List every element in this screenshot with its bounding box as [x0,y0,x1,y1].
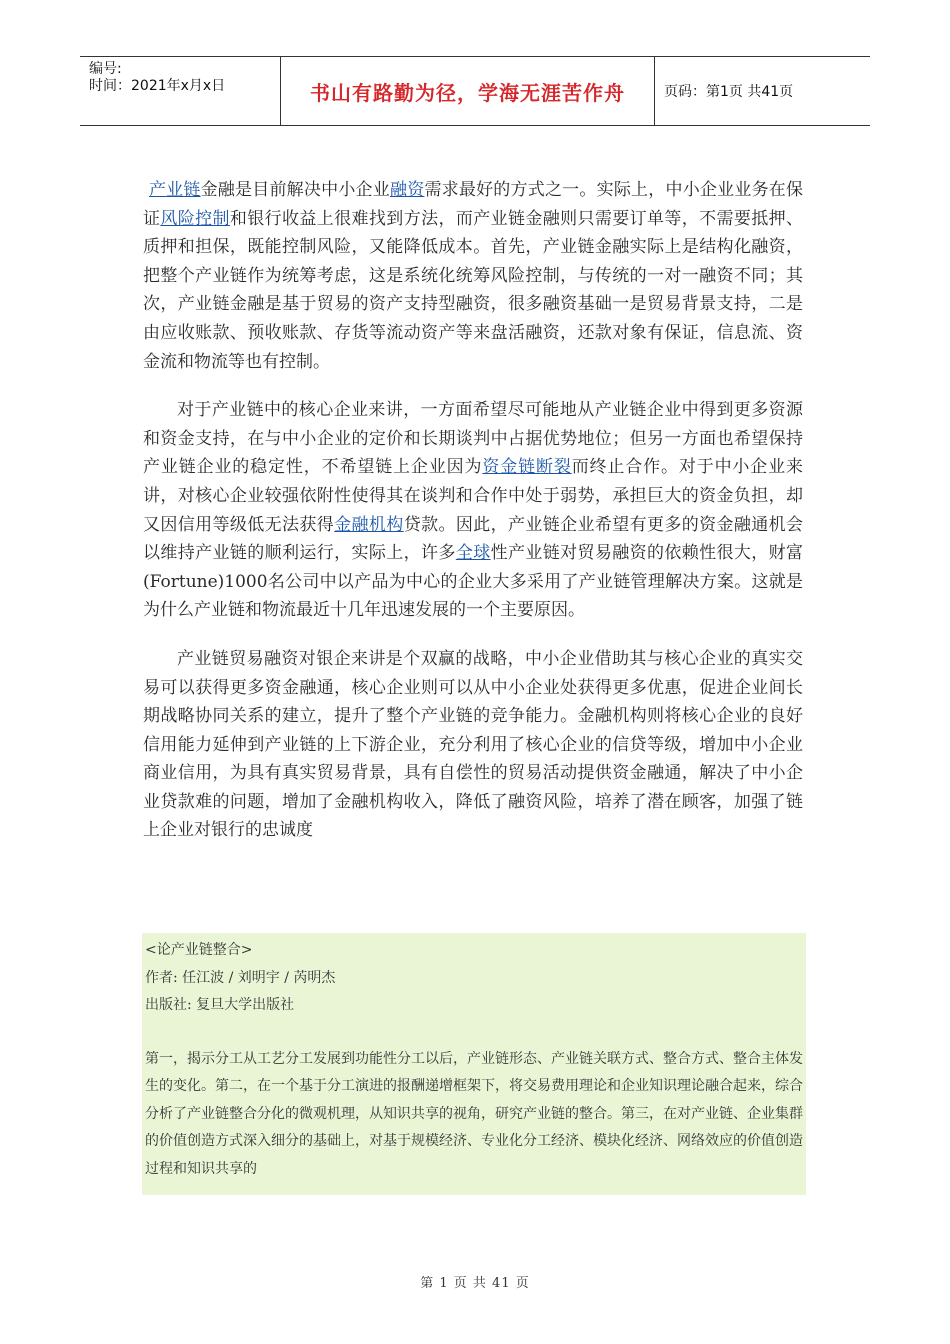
header-page-number: 页码：第1页 共41页 [664,84,794,100]
paragraph-1 [143,176,803,376]
book-info-box [142,933,806,1195]
paragraph-2-text-d: 性产业链对贸易融资的依赖性很大，财富(Fortune)1000名公司中以产品为中心的企业大多采用了产业链管理解决方案。这就是为什么产业链和物流最近十几年迅速发展的一个主要原因。 [143,543,804,621]
paragraph-1-text-c: 和银行收益上很难找到方法，而产业链金融则只需要订单等，不需要抵押、质押和担保，既能控制风险，又能降低成本。首先，产业链金融实际上是结构化融资，把整个产业链作为统筹考虑，这是系统化统筹风险控制，与传统的一对一融资不同；其次，产业链金融是基于贸易的资产支持型融资，很多融资基础一是贸易背景支持，二是由应收账款、预收账款、存货等流动资产等来盘活融资，还款对象有保证，信息流、资金流和物流等也有控制。 [143,208,804,372]
book-authors: 作者: 任江波 / 刘明宇 / 芮明杰 [145,969,336,986]
document-number-label: 编号: [89,61,122,77]
book-publisher: 出版社: 复旦大学出版社 [145,997,295,1013]
header-motto: 书山有路勤为径，学海无涯苦作舟 [281,57,655,125]
page-footer: 第 1 页 共 41 页 [420,1276,530,1291]
link-financing[interactable]: 融资 [390,180,425,200]
paragraph-3: 产业链贸易融资对银企来讲是个双赢的战略，中小企业借助其与核心企业的真实交易可以获得更多资金融通，核心企业则可以从中小企业处获得更多优惠，促进企业间长期战略协同关系的建立，提升了整个产业链的竞争能力。金融机构则将核心企业的良好信用能力延伸到产业链的上下游企业，充分利用了核心企业的信贷等级，增加中小企业商业信用，为具有真实贸易背景，具有自偿性的贸易活动提供资金融通，解决了中小企业贷款难的问题，增加了金融机构收入，降低了融资风险，培养了潜在顾客，加强了链上企业对银行的忠诚度 [143,648,803,841]
paragraph-1-text-a: 金融是目前解决中小企业 [200,180,390,200]
link-capital-chain-break[interactable]: 资金链断裂 [482,457,572,478]
paragraph-1-text-b: 需求最好的方式之一。实际上，中小企业业务在保证 [143,180,804,229]
header-meta [80,57,281,125]
link-financial-institution[interactable]: 金融机构 [334,514,404,535]
link-risk-control[interactable]: 风险控制 [160,208,230,229]
book-title: <论产业链整合> [145,942,253,958]
article-body [143,176,803,865]
paragraph-2-text-c: 贷款。因此，产业链企业希望有更多的资金融通机会以维持产业链的顺利运行，实际上，许多 [143,514,804,564]
document-time-label: 时间：2021年x月x日 [89,78,226,94]
paragraph-2-text-a: 对于产业链中的核心企业来讲，一方面希望尽可能地从产业链企业中得到更多资源和资金支持，在与中小企业的定价和长期谈判中占据优势地位；但另一方面也希望保持产业链企业的稳定性，不希望链上企业因为 [143,400,803,478]
page-header [80,56,870,126]
paragraph-2 [143,396,803,625]
book-summary: 第一，揭示分工从工艺分工发展到功能性分工以后，产业链形态、产业链关联方式、整合方式、整合主体发生的变化。第二，在一个基于分工演进的报酬递增框架下，将交易费用理论和企业知识理论融合起来，综合分析了产业链整合分化的微观机理，从知识共享的视角，研究产业链的整合。第三，在对产业链、企业集群的价值创造方式深入细分的基础上，对基于规模经济、专业化分工经济、模块化经济、网络效应的价值创造过程和知识共享的 [145,1050,803,1177]
link-industry-chain[interactable]: 产业链 [148,180,201,200]
paragraph-2-text-b: 而终止合作。对于中小企业来讲，对核心企业较强依附性使得其在谈判和合作中处于弱势，承担巨大的资金负担，却又因信用等级低无法获得 [143,457,804,535]
link-global[interactable]: 全球 [455,543,491,564]
